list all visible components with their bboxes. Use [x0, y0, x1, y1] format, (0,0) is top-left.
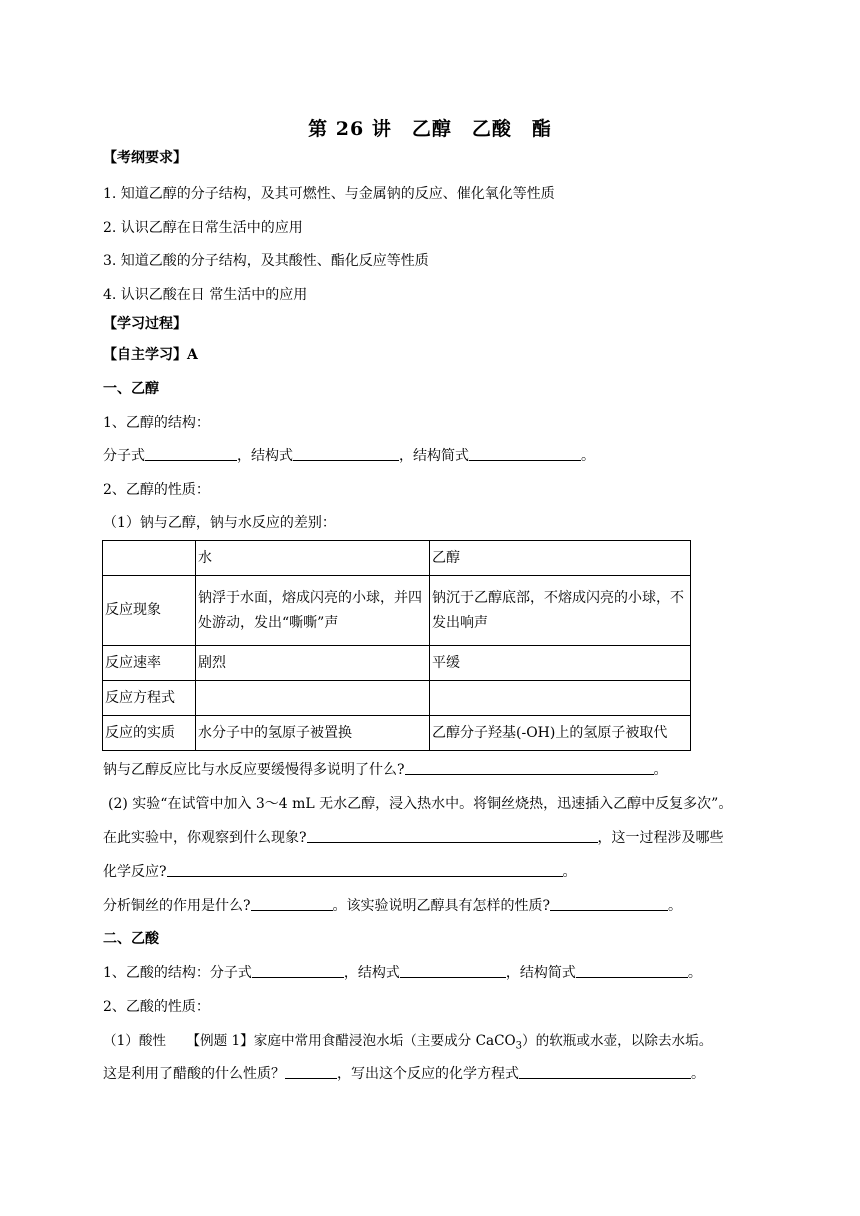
table-cell: 剧烈: [196, 646, 430, 681]
table-cell: 钠沉于乙醇底部，不熔成闪亮的小球，不发出响声: [430, 576, 691, 646]
outline-item-4: 4. 认识乙酸在日 常生活中的应用: [103, 287, 308, 303]
answer-blank[interactable]: [285, 1064, 337, 1079]
molecular-formula-blank[interactable]: [252, 963, 344, 978]
outline-heading: 【考纲要求】: [103, 150, 187, 166]
question-text: ，写出这个反应的化学方程式: [337, 1066, 519, 1082]
question-text: 。该实验说明乙醇具有怎样的性质?: [332, 898, 551, 914]
acidity-question-line: [103, 1064, 705, 1084]
acetic-structure-line: [103, 963, 702, 983]
page-title: 第 26 讲 乙醇 乙酸 酯: [308, 118, 552, 140]
question-text: （1）酸性 【例题 1】家庭中常用食醋浸泡水垢（主要成分 CaCO: [103, 1033, 516, 1049]
table-cell: [103, 541, 196, 576]
question-text: 这是利用了醋酸的什么性质？: [103, 1066, 285, 1082]
question-text: 分析铜丝的作用是什么?: [103, 898, 251, 914]
simple-formula-label: ，结构简式: [505, 965, 576, 981]
answer-blank[interactable]: [167, 862, 563, 877]
experiment-line-2: [103, 828, 724, 848]
structural-formula-blank[interactable]: [400, 963, 506, 978]
period: 。: [562, 864, 577, 880]
molecular-formula-label: 分子式: [103, 448, 145, 464]
answer-blank[interactable]: [251, 896, 333, 911]
copper-question-line: [103, 896, 682, 916]
period: 。: [581, 448, 595, 464]
table-row: [103, 576, 691, 646]
table-cell: 水分子中的氢原子被置换: [196, 716, 430, 751]
ethanol-properties-label: 2、乙醇的性质：: [103, 482, 210, 498]
question-text: 1、乙酸的结构：分子式: [103, 965, 252, 981]
period: 。: [653, 762, 668, 778]
structural-formula-label: ，结构式: [343, 965, 400, 981]
answer-blank[interactable]: [307, 828, 598, 843]
period: 。: [687, 965, 702, 981]
period: 。: [668, 898, 683, 914]
table-cell: 钠浮于水面，熔成闪亮的小球，并四处游动，发出“嘶嘶”声: [196, 576, 430, 646]
table-cell: 反应的实质: [103, 716, 196, 751]
molecular-formula-blank[interactable]: [145, 446, 237, 461]
section-ethanol-heading: 一、乙醇: [103, 381, 159, 397]
table-cell: 反应现象: [103, 576, 196, 646]
table-header-water: 水: [196, 541, 430, 576]
table-cell: 反应速率: [103, 646, 196, 681]
answer-blank[interactable]: [550, 896, 668, 911]
table-row: [103, 716, 691, 751]
answer-blank[interactable]: [405, 760, 654, 775]
question-text: 钠与乙醇反应比与水反应要缓慢得多说明了什么?: [103, 762, 405, 778]
outline-item-3: 3. 知道乙酸的分子结构，及其酸性、酯化反应等性质: [103, 253, 429, 269]
question-text: 化学反应?: [103, 864, 167, 880]
question-text: ）的软瓶或水壶，以除去水垢。: [522, 1033, 713, 1049]
self-study-heading: 【自主学习】A: [103, 347, 198, 363]
table-cell: 反应方程式: [103, 681, 196, 716]
outline-item-1: 1. 知道乙醇的分子结构，及其可燃性、与金属钠的反应、催化氧化等性质: [103, 186, 555, 202]
acetic-properties-label: 2、乙酸的性质：: [103, 999, 210, 1015]
process-heading: 【学习过程】: [103, 316, 187, 332]
ethanol-formula-line: [103, 446, 595, 466]
period: 。: [691, 1066, 705, 1082]
table-cell: 乙醇分子羟基(-OH)上的氢原子被取代: [430, 716, 691, 751]
slow-reaction-question: [103, 760, 668, 780]
ethanol-structure-label: 1、乙醇的结构：: [103, 415, 210, 431]
table-cell[interactable]: [196, 681, 430, 716]
question-text: ，这一过程涉及哪些: [597, 830, 724, 846]
outline-item-2: 2. 认识乙醇在日常生活中的应用: [103, 220, 303, 236]
acidity-example-line: [103, 1031, 712, 1057]
simple-formula-label: ，结构简式: [399, 448, 469, 464]
experiment-line-1: (2) 实验“在试管中加入 3～4 mL 无水乙醇，浸入热水中。将铜丝烧热，迅速插入乙醇中反复多次”。: [108, 796, 733, 812]
table-cell: 平缓: [430, 646, 691, 681]
experiment-line-3: [103, 862, 577, 882]
simple-formula-blank[interactable]: [576, 963, 688, 978]
question-text: 在此实验中，你观察到什么现象?: [103, 830, 307, 846]
answer-blank[interactable]: [519, 1064, 691, 1079]
subscript: 3: [515, 1040, 523, 1052]
section-acetic-heading: 二、乙酸: [103, 931, 159, 947]
sodium-compare-label: （1）钠与乙醇，钠与水反应的差别：: [103, 515, 336, 531]
structural-formula-blank[interactable]: [293, 446, 399, 461]
table-row: [103, 646, 691, 681]
simple-formula-blank[interactable]: [469, 446, 581, 461]
table-header-ethanol: 乙醇: [430, 541, 691, 576]
table-cell[interactable]: [430, 681, 691, 716]
table-row: [103, 541, 691, 576]
table-row: [103, 681, 691, 716]
structural-formula-label: ，结构式: [237, 448, 293, 464]
sodium-reaction-table: [102, 540, 691, 751]
